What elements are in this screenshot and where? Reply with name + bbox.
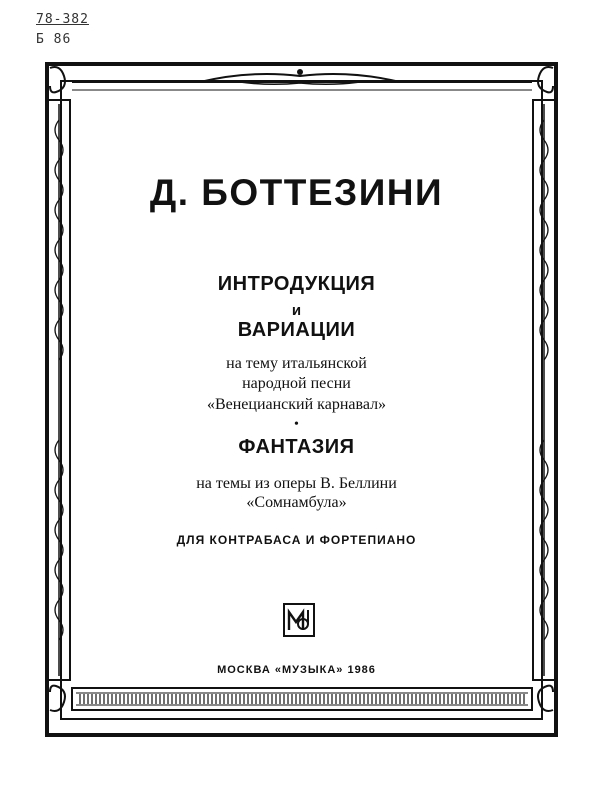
work1-conjunction: и bbox=[291, 302, 302, 319]
bottom-ornament-band bbox=[72, 688, 532, 710]
handwritten-shelfmark: 78-382 bbox=[36, 12, 89, 27]
work1-description-line: «Венецианский карнавал» bbox=[206, 396, 387, 413]
work1-description-line: на тему итальянской bbox=[226, 355, 367, 372]
handwritten-code: Б 86 bbox=[36, 32, 72, 47]
work2-title-fantasia: ФАНТАЗИЯ bbox=[238, 436, 355, 458]
top-ornament-band bbox=[72, 69, 532, 90]
separator-bullet: • bbox=[294, 417, 299, 432]
instrumentation: ДЛЯ КОНТРАБАСА И ФОРТЕПИАНО bbox=[176, 533, 417, 547]
work1-title-variations: ВАРИАЦИИ bbox=[237, 319, 356, 341]
publisher-imprint: МОСКВА «МУЗЫКА» 1986 bbox=[217, 664, 376, 676]
work1-description-line: народной песни bbox=[242, 375, 351, 392]
work2-description-line: на темы из оперы В. Беллини bbox=[196, 475, 397, 492]
work1-title-introduction: ИНТРОДУКЦИЯ bbox=[217, 273, 376, 295]
composer-name: Д. БОТТЕЗИНИ bbox=[149, 172, 444, 213]
publisher-logo-icon bbox=[283, 603, 315, 637]
work2-description-line: «Сомнамбула» bbox=[246, 494, 347, 511]
